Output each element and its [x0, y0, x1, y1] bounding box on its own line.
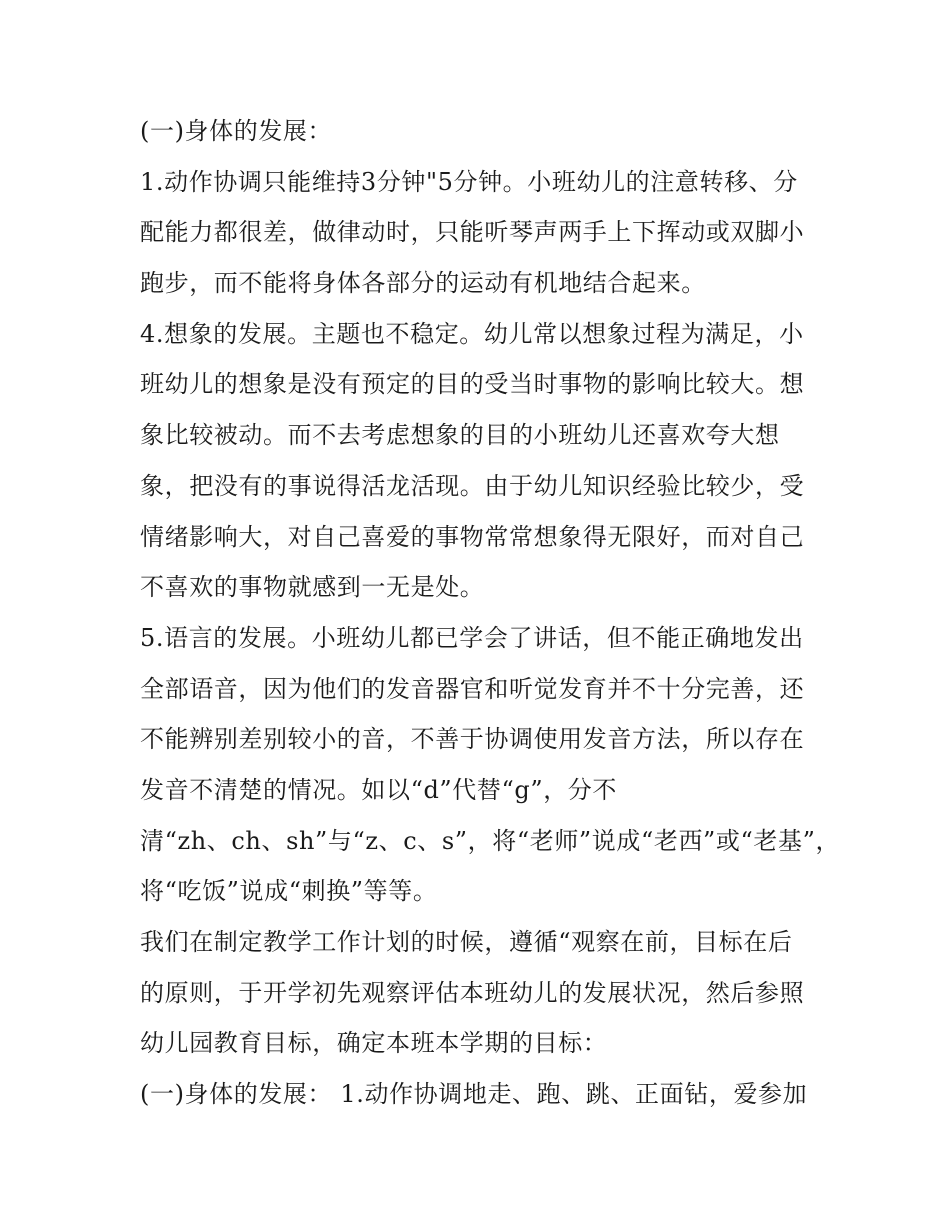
document-body [140, 106, 841, 1120]
text-line: 清“zh、ch、sh”与“z、c、s”，将“老师”说成“老西”或“老基”， [140, 826, 841, 855]
text-line: 象比较被动。而不去考虑想象的目的小班幼儿还喜欢夸大想 [140, 421, 780, 450]
text-line: 象，把没有的事说得活龙活现。由于幼儿知识经验比较少，受 [140, 471, 805, 500]
text-line: 发音不清楚的情况。如以“d”代替“g”，分不 [140, 775, 618, 804]
text-line: 不能辨别差别较小的音，不善于协调使用发音方法，所以存在 [140, 725, 805, 754]
text-line: 不喜欢的事物就感到一无是处。 [140, 573, 485, 602]
text-line: 5.语言的发展。小班幼儿都已学会了讲话，但不能正确地发出 [140, 623, 804, 652]
text-line: 4.想象的发展。主题也不稳定。幼儿常以想象过程为满足，小 [140, 319, 804, 348]
text-line: 幼儿园教育目标，确定本班本学期的目标： [140, 1029, 608, 1058]
text-line: 全部语音，因为他们的发音器官和听觉发育并不十分完善，还 [140, 674, 805, 703]
text-line: 跑步，而不能将身体各部分的运动有机地结合起来。 [140, 269, 706, 298]
text-line: (一)身体的发展： [140, 117, 333, 145]
text-line: 情绪影响大，对自己喜爱的事物常常想象得无限好，而对自己 [140, 522, 805, 551]
text-line: (一)身体的发展： 1.动作协调地走、跑、跳、正面钻，爱参加 [140, 1080, 808, 1109]
text-line: 的原则，于开学初先观察评估本班幼儿的发展状况，然后参照 [140, 978, 805, 1007]
text-line: 将“吃饭”说成“刺换”等等。 [140, 877, 438, 906]
text-line: 我们在制定教学工作计划的时候，遵循“观察在前，目标在后 [140, 928, 793, 956]
text-line: 1.动作协调只能维持3分钟"5分钟。小班幼儿的注意转移、分 [140, 167, 798, 196]
text-line: 班幼儿的想象是没有预定的目的受当时事物的影响比较大。想 [140, 370, 805, 399]
text-line: 配能力都很差，做律动时，只能听琴声两手上下挥动或双脚小 [140, 218, 805, 247]
